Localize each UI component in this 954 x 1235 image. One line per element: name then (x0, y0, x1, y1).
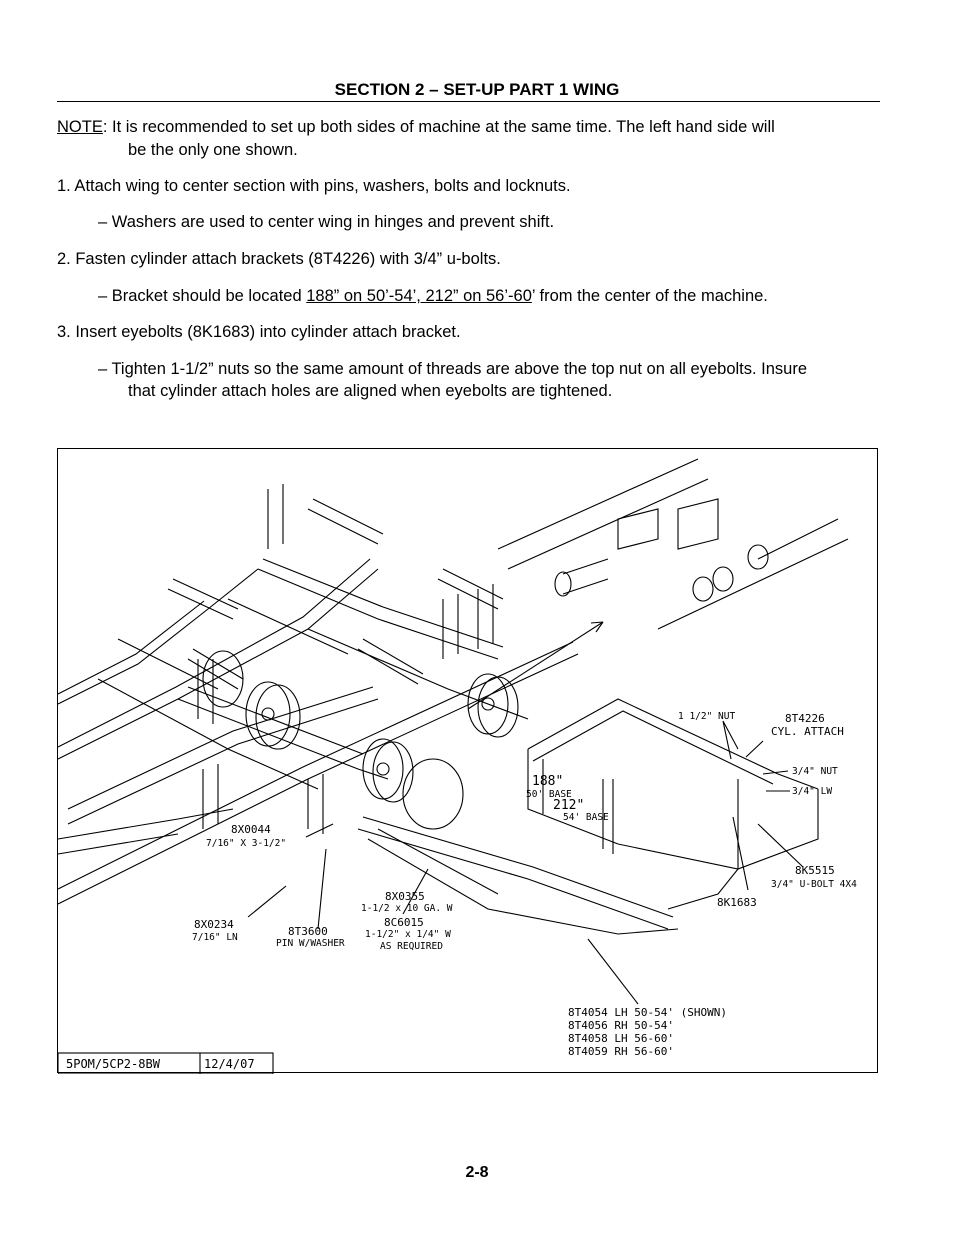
callout-wing-list-item: 8T4054 LH 50-54' (SHOWN) (568, 1006, 727, 1019)
callout-wing-list-item: 8T4058 LH 56-60' (568, 1032, 674, 1045)
callout-locknut-part: 8X0234 (194, 918, 234, 931)
callout-washer-desc: 1-1/2 x 10 GA. W (361, 903, 453, 914)
step-2: 2. Fasten cylinder attach brackets (8T4226) with 3/4” u-bolts. (57, 250, 501, 268)
section-title: SECTION 2 – SET-UP PART 1 WING (334, 80, 620, 99)
callout-pin-part: 8T3600 (288, 925, 328, 938)
step-1: 1. Attach wing to center section with pins, washers, bolts and locknuts. (57, 177, 571, 195)
callout-lw-3-4: 3/4" LW (792, 786, 833, 797)
callout-locknut-desc: 7/16" LN (192, 932, 238, 943)
callout-bolt-desc: 7/16" X 3-1/2" (206, 838, 287, 849)
note-paragraph (57, 116, 887, 139)
callout-ubolt-part: 8K5515 (795, 864, 835, 877)
callout-nut-3-4: 3/4" NUT (792, 766, 838, 777)
callout-dim-212-desc: 54' BASE (563, 812, 609, 823)
callout-washer2-note: AS REQUIRED (380, 941, 443, 952)
callout-wing-list-item: 8T4059 RH 56-60' (568, 1045, 674, 1058)
callout-bolt-part: 8X0044 (231, 823, 271, 836)
step-2-sub (98, 285, 768, 308)
callout-eyebolt-part: 8K1683 (717, 896, 757, 909)
note-label: NOTE (57, 118, 103, 136)
callout-wing-list-item: 8T4056 RH 50-54' (568, 1019, 674, 1032)
page-number: 2-8 (465, 1164, 489, 1181)
drawing-number: 5POM/5CP2-8BW (66, 1057, 160, 1071)
assembly-drawing-svg (58, 449, 879, 1074)
callout-washer2-part: 8C6015 (384, 916, 424, 929)
callout-nut-1-1-2: 1 1/2" NUT (678, 711, 736, 722)
step-2-sub-pre: – Bracket should be located (98, 287, 307, 305)
callout-dim-188: 188" (532, 774, 564, 789)
step-2-sub-underlined: 188” on 50’-54’, 212” on 56’-60 (306, 287, 532, 305)
drawing-date: 12/4/07 (204, 1057, 255, 1071)
callout-bracket-part: 8T4226 (785, 712, 825, 725)
step-2-sub-post: ’ from the center of the machine. (531, 287, 768, 305)
callout-washer-part: 8X0355 (385, 890, 425, 903)
step-3: 3. Insert eyebolts (8K1683) into cylinder attach bracket. (57, 323, 461, 341)
callout-dim-212: 212" (553, 798, 585, 813)
assembly-drawing (57, 448, 878, 1073)
title-block (58, 1053, 273, 1074)
callout-pin-desc: PIN W/WASHER (276, 938, 345, 949)
callout-dim-188-desc: 50' BASE (526, 789, 572, 800)
note-text-line2: be the only one shown. (128, 141, 298, 159)
wing-frame-linework (58, 459, 848, 1004)
note-text-line1: : It is recommended to set up both sides of machine at the same time. The left hand side will (102, 118, 775, 136)
step-1-sub: – Washers are used to center wing in hinges and prevent shift. (98, 213, 555, 231)
callout-ubolt-desc: 3/4" U-BOLT 4X4 (771, 879, 857, 890)
step-3-sub-line1: – Tighten 1-1/2” nuts so the same amount of threads are above the top nut on all eyebolts. Insure (98, 360, 808, 378)
callout-bracket-desc: CYL. ATTACH (771, 725, 844, 738)
callout-washer2-desc: 1-1/2" x 1/4" W (365, 929, 451, 940)
title-rule (57, 101, 880, 102)
step-3-sub-line2: that cylinder attach holes are aligned when eyebolts are tightened. (128, 382, 613, 400)
